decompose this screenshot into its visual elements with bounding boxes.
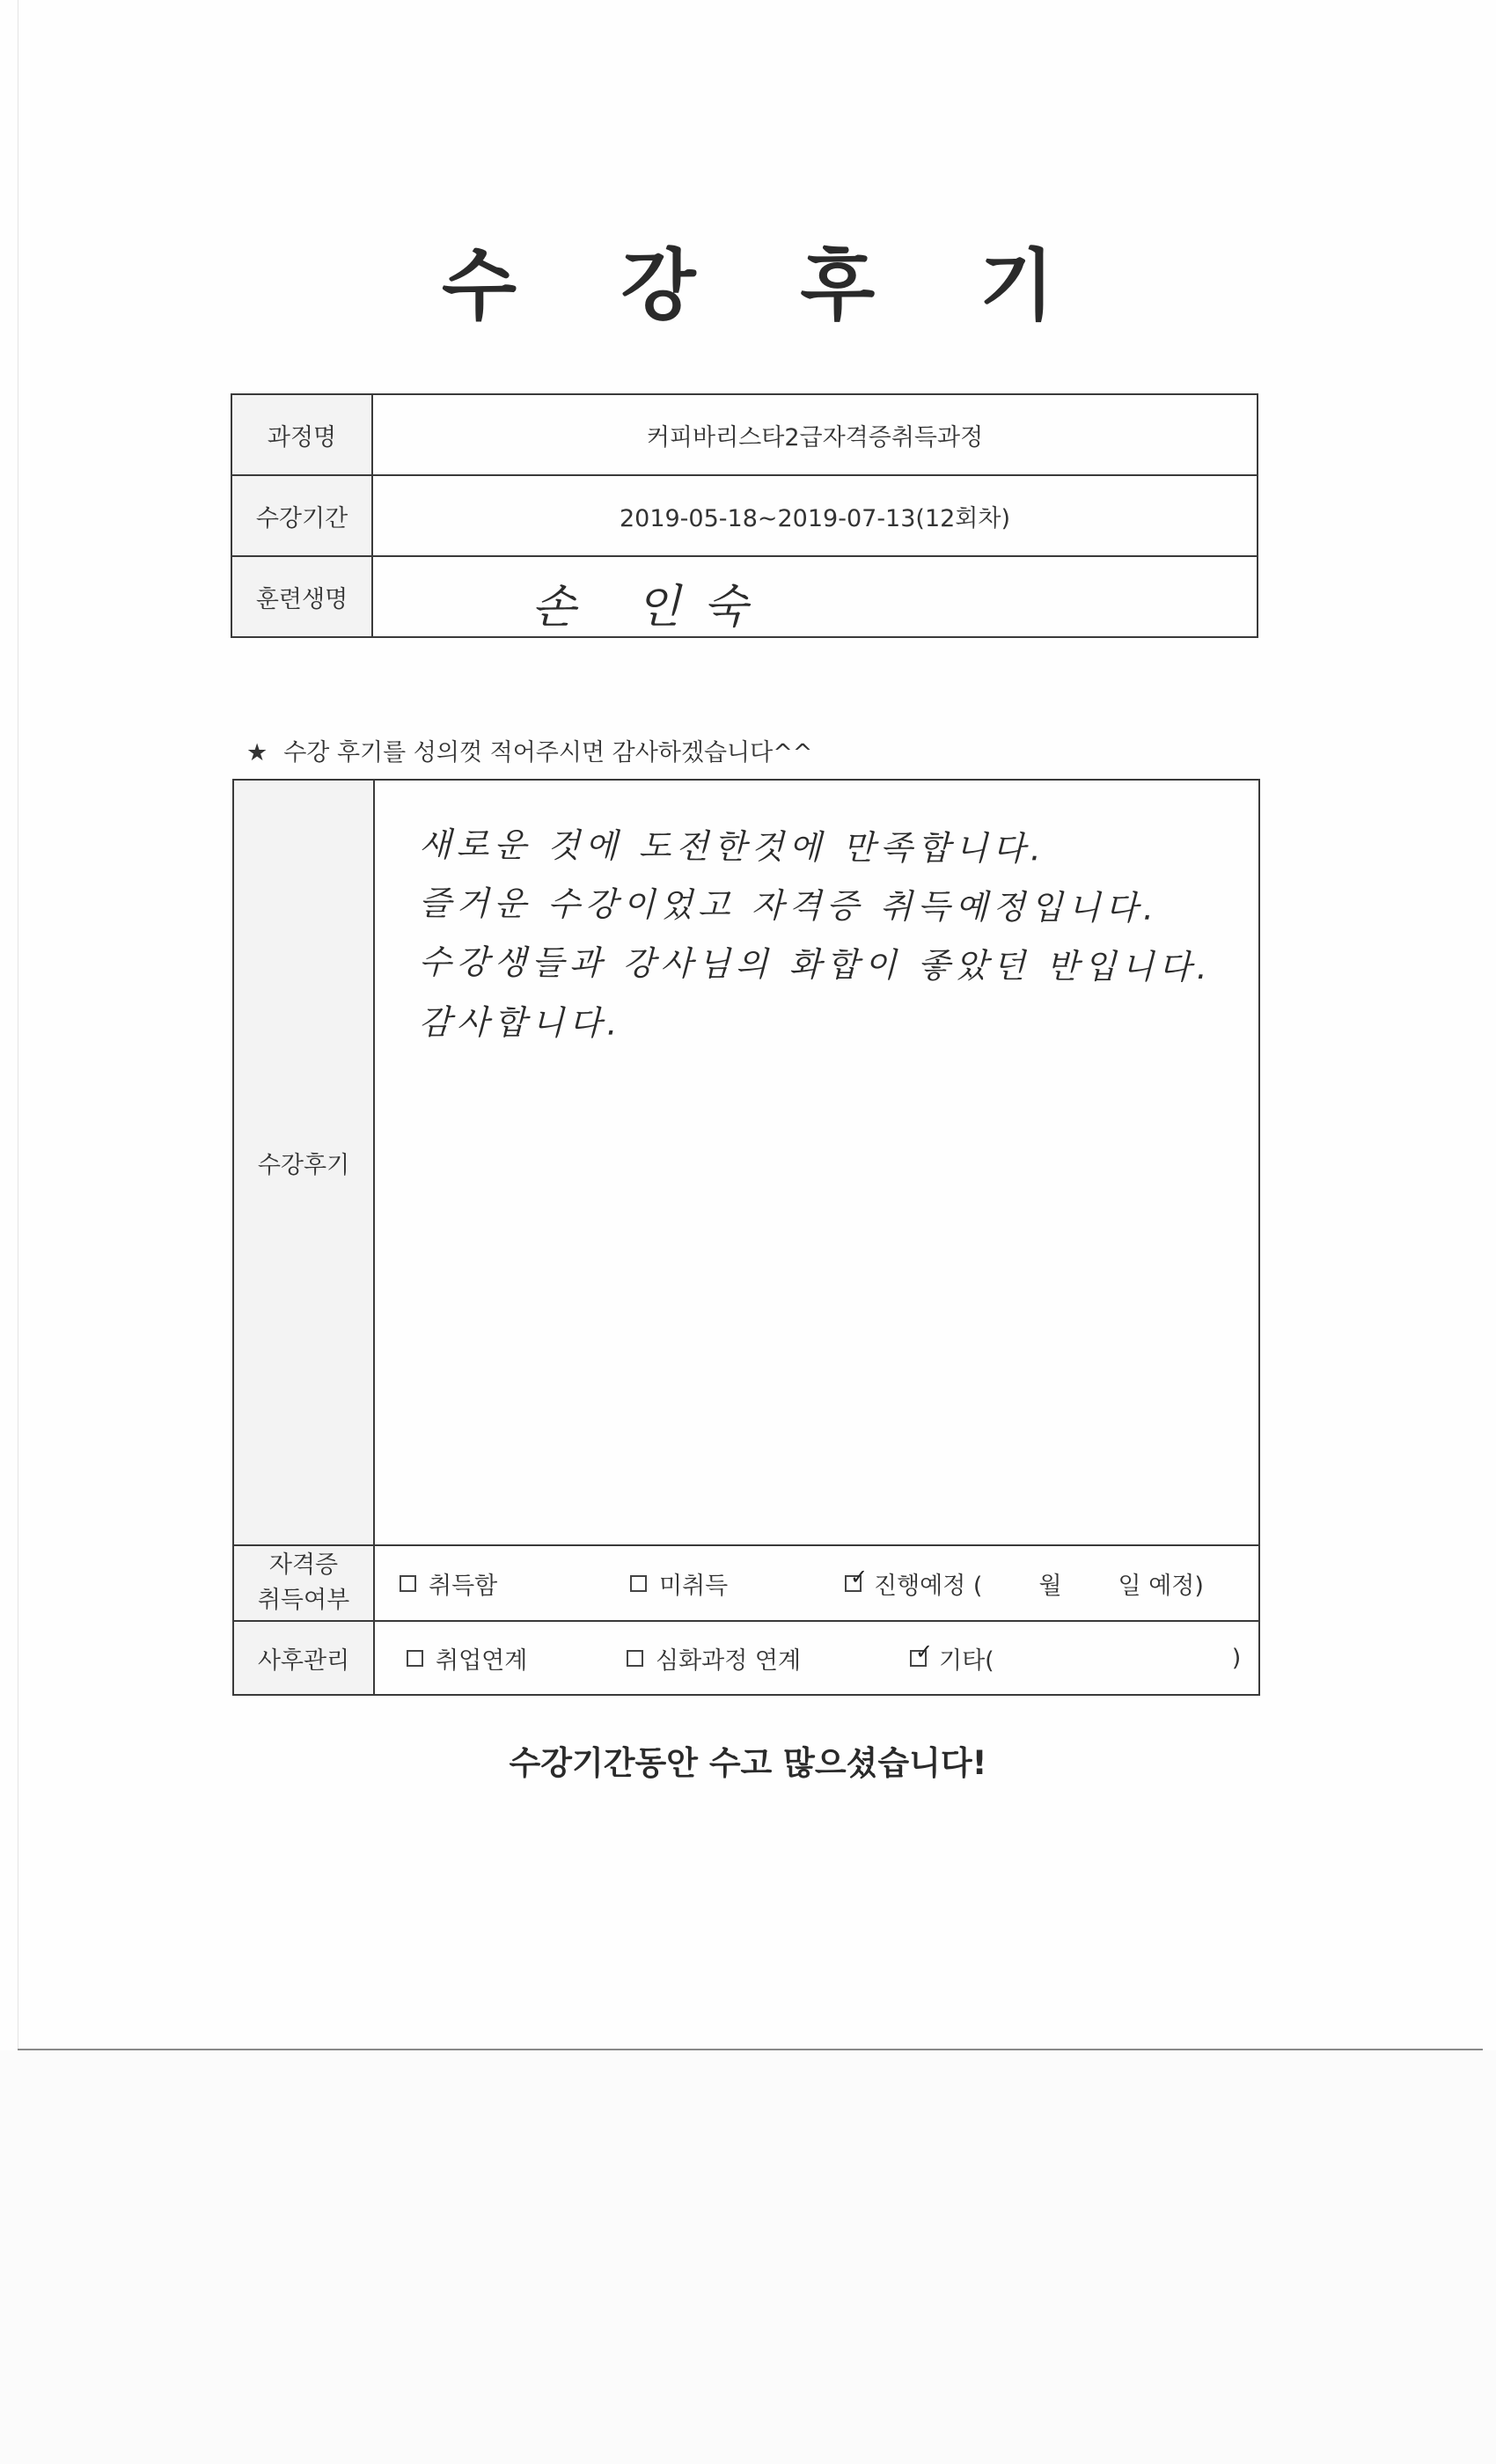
option-label: 미취득 xyxy=(659,1572,729,1600)
qualification-label xyxy=(233,1545,374,1621)
aftercare-option-row xyxy=(375,1641,1258,1676)
option-obtained[interactable] xyxy=(400,1566,630,1601)
day-suffix: 일 예정) xyxy=(1118,1572,1204,1600)
page-title: 수 강 후 기 xyxy=(442,240,1093,331)
qualification-option-row xyxy=(375,1566,1258,1601)
qualification-label-line: 자격증 xyxy=(268,1551,339,1579)
option-not-obtained[interactable] xyxy=(630,1566,845,1601)
option-other[interactable] xyxy=(910,1641,994,1676)
trainee-cell xyxy=(372,556,1258,637)
qualification-label-line: 취득여부 xyxy=(257,1587,350,1614)
course-name-value: 커피바리스타2급자격증취득과정 xyxy=(372,394,1258,475)
star-icon: ★ xyxy=(246,739,268,766)
review-label: 수강후기 xyxy=(233,780,374,1545)
aftercare-options xyxy=(374,1621,1259,1695)
table-row xyxy=(233,780,1259,1545)
closing-message: 수강기간동안 수고 많으셨습니다! xyxy=(509,1744,987,1782)
qualification-options xyxy=(374,1545,1259,1621)
table-row xyxy=(233,1545,1259,1621)
table-row xyxy=(233,1621,1259,1695)
month-suffix: 월 xyxy=(1038,1572,1062,1600)
option-job-link[interactable] xyxy=(407,1641,627,1676)
notice-text xyxy=(246,733,812,767)
review-line: 새로운 것에 도전한것에 만족합니다. xyxy=(418,825,1047,869)
option-scheduled[interactable] xyxy=(845,1566,982,1601)
checkbox-icon[interactable] xyxy=(407,1650,423,1667)
table-row xyxy=(231,556,1258,637)
notice-message: 수강 후기를 성의껏 적어주시면 감사하겠습니다^^ xyxy=(283,739,813,766)
review-line: 감사합니다. xyxy=(418,1002,623,1043)
close-paren: ) xyxy=(1231,1644,1242,1672)
option-label: 취업연계 xyxy=(436,1646,528,1675)
review-line: 즐거운 수강이었고 자격증 취득예정입니다. xyxy=(418,884,1160,928)
period-value: 2019-05-18~2019-07-13(12회차) xyxy=(372,475,1258,556)
checkbox-icon[interactable] xyxy=(630,1575,647,1592)
table-row xyxy=(231,394,1258,475)
review-line: 수강생들과 강사님의 화합이 좋았던 반입니다. xyxy=(418,942,1213,987)
option-label: 심화과정 연계 xyxy=(656,1646,802,1675)
option-advanced-course[interactable] xyxy=(627,1641,910,1676)
option-label: 진행예정 ( xyxy=(874,1572,983,1600)
review-text-area xyxy=(374,780,1259,1545)
trainee-name-handwritten: 손 인숙 xyxy=(532,581,771,634)
scan-edge xyxy=(18,2049,1483,2050)
course-info-table xyxy=(231,393,1258,638)
checked-checkbox-icon[interactable] xyxy=(910,1650,927,1667)
aftercare-label: 사후관리 xyxy=(233,1621,374,1695)
option-label: 기타( xyxy=(939,1646,994,1675)
option-label: 취득함 xyxy=(429,1572,498,1600)
trainee-label: 훈련생명 xyxy=(231,556,372,637)
checkbox-icon[interactable] xyxy=(400,1575,416,1592)
course-name-label: 과정명 xyxy=(231,394,372,475)
review-table xyxy=(232,779,1260,1696)
period-label: 수강기간 xyxy=(231,475,372,556)
table-row xyxy=(231,475,1258,556)
checkbox-icon[interactable] xyxy=(627,1650,643,1667)
checked-checkbox-icon[interactable] xyxy=(845,1575,862,1592)
